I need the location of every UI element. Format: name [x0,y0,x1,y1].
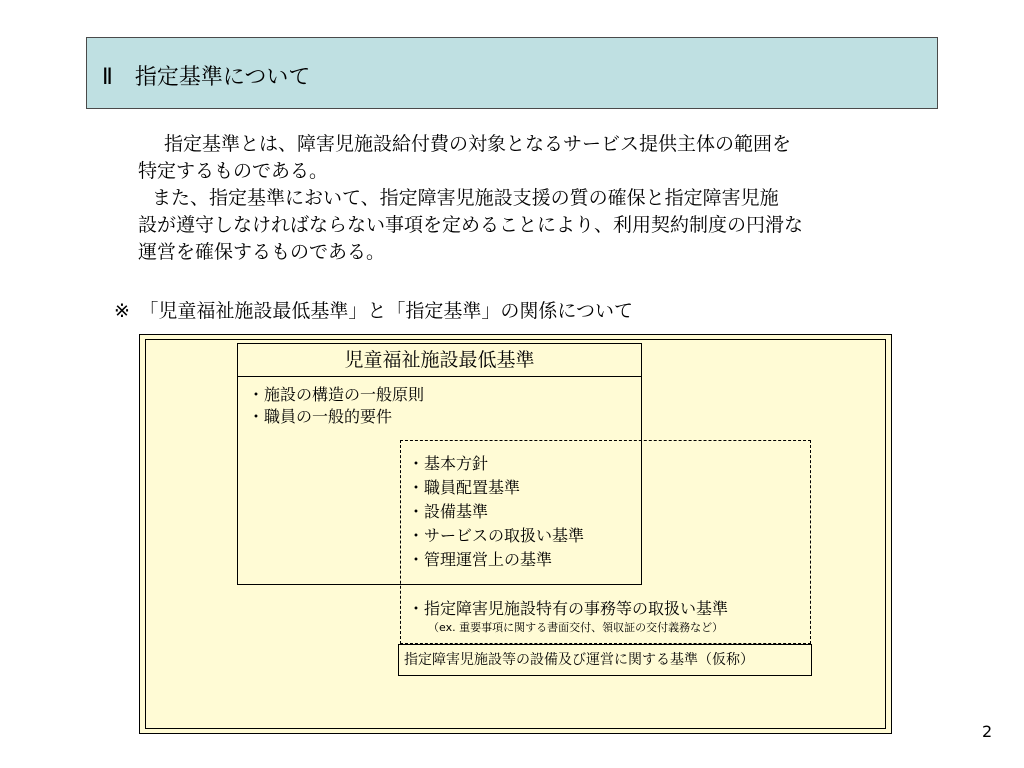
minimum-standard-list [248,384,424,428]
list-item: ・サービスの取扱い基準 [408,526,585,545]
title-banner [86,37,938,109]
common-standard-list [408,452,584,572]
body-text [138,131,898,266]
list-item: ・基本方針 [408,454,489,473]
list-item: ・管理運営上の基準 [408,550,553,569]
special-standard-item: ・指定障害児施設特有の事務等の取扱い基準 [408,599,729,618]
list-item: ・施設の構造の一般原則 [248,385,425,404]
special-standard-example: （ex. 重要事項に関する書面交付、領収証の交付義務など） [428,621,724,634]
new-standard-label-box: 指定障害児施設等の設備及び運営に関する基準（仮称） [398,644,812,676]
list-item: ・設備基準 [408,502,489,521]
relationship-note: ※ 「児童福祉施設最低基準」と「指定基準」の関係について [114,300,634,322]
slide-title: Ⅱ 指定基準について [102,65,311,90]
list-item: ・職員配置基準 [408,478,521,497]
minimum-standard-title: 児童福祉施設最低基準 [238,344,641,377]
paragraph-2-line-3: 運営を確保するものである。 [138,241,386,263]
paragraph-1-line-1: 指定基準とは、障害児施設給付費の対象となるサービス提供主体の範囲を [164,133,792,155]
paragraph-2-line-2: 設が遵守しなければならない事項を定めることにより、利用契約制度の円滑な [138,214,804,236]
list-item: ・職員の一般的要件 [248,407,393,426]
paragraph-1-line-2: 特定するものである。 [138,160,329,182]
paragraph-2-line-1: また、指定基準において、指定障害児施設支援の質の確保と指定障害児施 [152,187,779,209]
page-number: 2 [982,722,993,741]
